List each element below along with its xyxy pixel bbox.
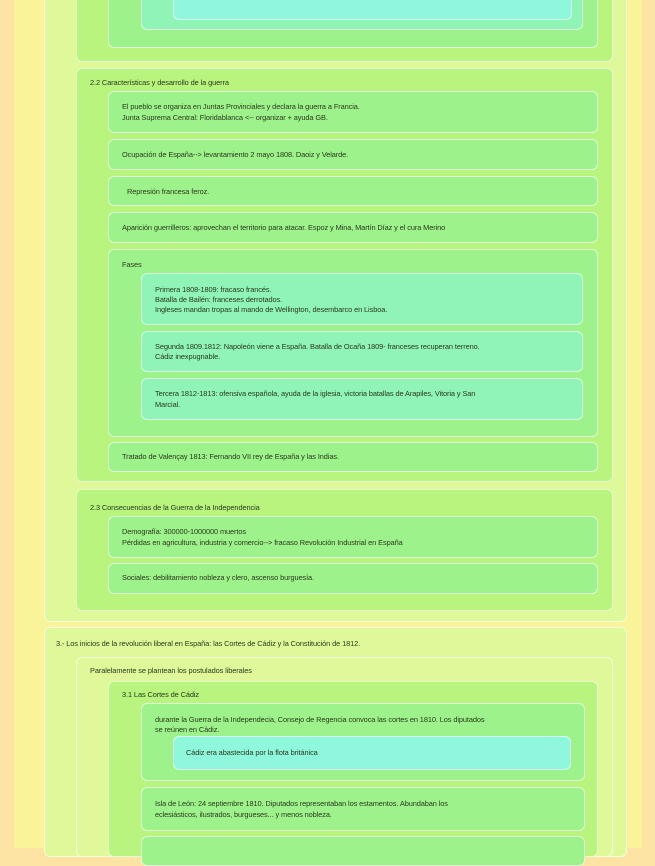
fase-3-box bbox=[141, 378, 583, 420]
fase-2-line-1: Segunda 1809.1812: Napoleón viene a España. Batalla de Ocaña 1809- franceses recuperan terreno. bbox=[155, 342, 480, 351]
fase-1-line-2: Batalla de Bailén: franceses derrotados. bbox=[155, 295, 283, 304]
convoca-line-2: se reúnen en Cádiz. bbox=[155, 725, 220, 734]
juntas-line-1: El pueblo se organiza en Juntas Provinciales y declara la guerra a Francia. bbox=[122, 102, 360, 111]
prev-note-inner bbox=[173, 0, 572, 20]
convoca-line-1: durante la Guerra de la Independecia, Consejo de Regencia convoca las cortes en 1810. Los diputados bbox=[155, 715, 485, 724]
fase-2-line-2: Cádiz inexpugnable. bbox=[155, 352, 221, 361]
demografia-line-2: Pérdidas en agricultura, industria y comercio--> fracaso Revolución Industrial en España bbox=[122, 538, 403, 547]
demografia-line-1: Demografía: 300000-1000000 muertos bbox=[122, 527, 246, 536]
subsection-2-3-title: 2.3 Consecuencias de la Guerra de la Independencia bbox=[90, 503, 260, 512]
subsection-2-2-title: 2.2 Características y desarrollo de la guerra bbox=[90, 78, 229, 87]
fase-3-line-1: Tercera 1812-1813: ofensiva española, ayuda de la iglesia, victoria batallas de Arapiles, Vitoria y San bbox=[155, 389, 476, 398]
guerrilleros-text: Aparición guerrilleros: aprovechan el territorio para atacar. Espoz y Mina, Martín Díaz y el cura Merino bbox=[122, 223, 446, 232]
next-item-box bbox=[141, 836, 585, 866]
cortes-title: 3.1 Las Cortes de Cádiz bbox=[122, 690, 199, 699]
fase-3-line-2: Marcial. bbox=[155, 400, 181, 409]
sociales-text: Sociales: debilitamiento nobleza y clero, ascenso burguesía. bbox=[122, 573, 315, 582]
juntas-line-2: Junta Suprema Central: Floridablanca <-- organizar + ayuda GB. bbox=[122, 113, 328, 122]
isla-leon-line-2: eclesiásticos, ilustrados, burgueses... y menos nobleza. bbox=[155, 810, 332, 819]
fase-1-line-1: Primera 1808-1809: fracaso francés. bbox=[155, 285, 272, 294]
ocupacion-text: Ocupación de España--> levantamiento 2 mayo 1808. Daoiz y Velarde. bbox=[122, 150, 349, 159]
represion-text: Represión francesa feroz. bbox=[127, 187, 210, 196]
fases-label: Fases bbox=[122, 260, 142, 269]
section-3-title: 3.- Los inicios de la revolución liberal en España: las Cortes de Cádiz y la Constitución de 1812. bbox=[56, 639, 361, 648]
paralelamente-text: Paralelamente se plantean los postulados liberales bbox=[90, 666, 252, 675]
abastecida-text: Cádiz era abastecida por la flota británica bbox=[186, 748, 318, 757]
fase-1-line-3: Ingleses mandan tropas al mando de Wellington, desembarco en Lisboa. bbox=[155, 305, 388, 314]
isla-leon-line-1: Isla de León: 24 septiembre 1810. Diputados representaban los estamentos. Abundaban los bbox=[155, 799, 448, 808]
tratado-text: Tratado de Valençay 1813: Fernando VII rey de España y las Indias. bbox=[122, 452, 339, 461]
